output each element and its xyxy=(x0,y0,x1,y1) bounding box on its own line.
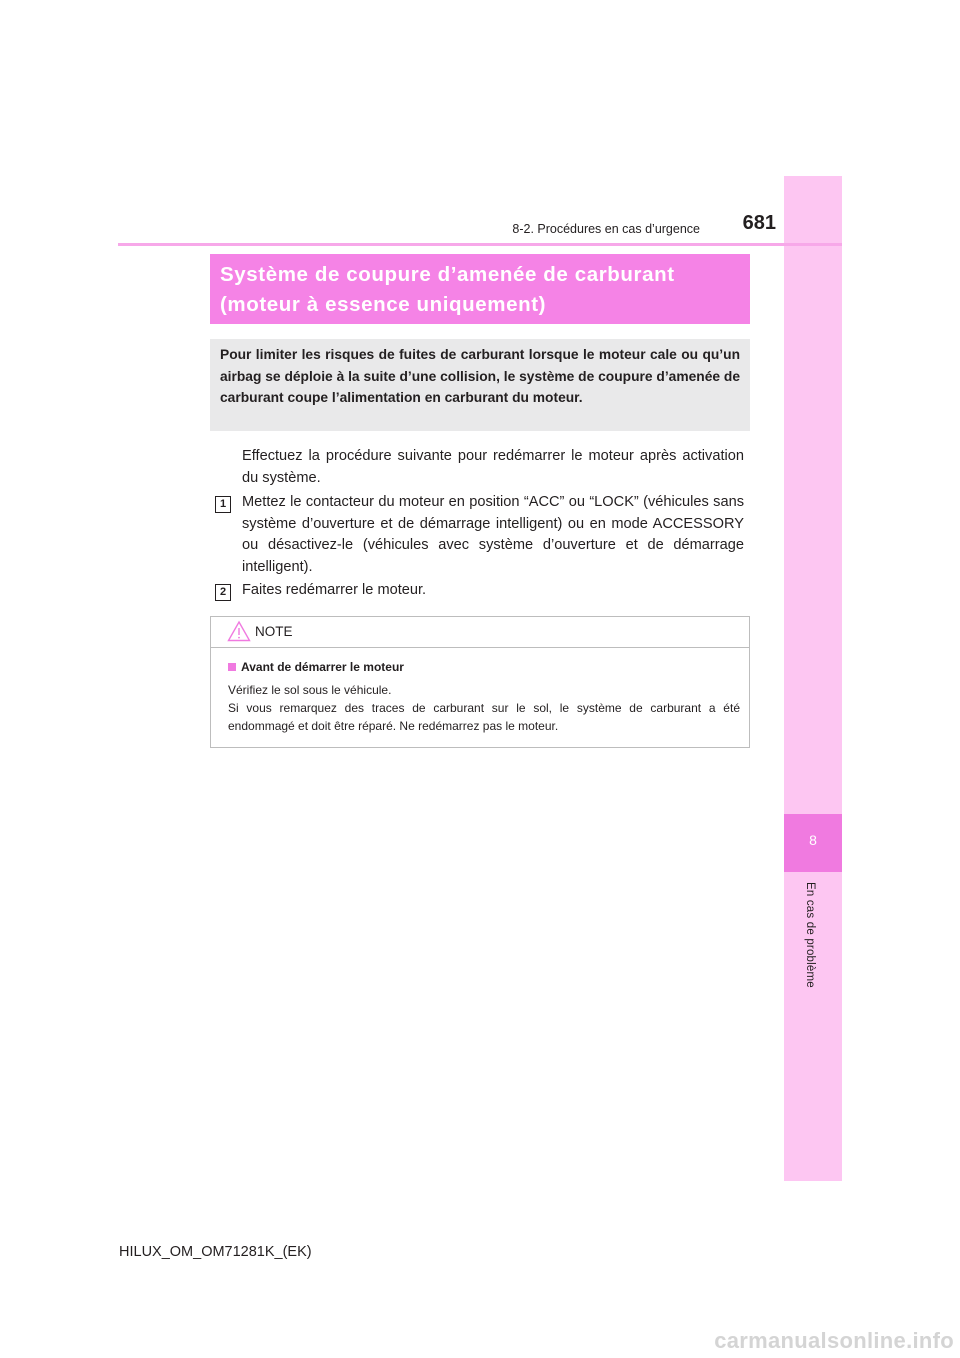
step-text-2: Faites redémarrer le moteur. xyxy=(242,582,427,598)
note-box xyxy=(210,616,750,748)
body-paragraph: Effectuez la procédure suivante pour redémarrer le moteur après activation du système. xyxy=(242,448,744,486)
note-subheading-text: Avant de démarrer le moteur xyxy=(241,660,404,674)
note-line-2: Si vous remarquez des traces de carburant sur le sol, le système de carburant a été endommagé et doit être réparé. Ne redémarrez pas le moteur. xyxy=(228,701,740,733)
chapter-number-tab xyxy=(784,814,842,872)
square-bullet-icon xyxy=(228,663,236,671)
note-label: NOTE xyxy=(255,624,293,639)
title-banner xyxy=(210,254,750,324)
note-subheading xyxy=(228,660,404,674)
chapter-side-tab xyxy=(784,176,842,1181)
chapter-number: 8 xyxy=(809,832,817,848)
header-divider xyxy=(118,243,842,246)
step-number-1: 1 xyxy=(215,496,231,513)
page-number: 681 xyxy=(742,212,776,234)
title-line-2: (moteur à essence uniquement) xyxy=(220,293,547,316)
section-title: 8-2. Procédures en cas d’urgence xyxy=(512,222,700,236)
intro-box xyxy=(210,339,750,431)
note-header xyxy=(211,617,749,648)
note-line-1: Vérifiez le sol sous le véhicule. xyxy=(228,683,392,697)
chapter-label: En cas de problème xyxy=(804,882,816,988)
step-text-1: Mettez le contacteur du moteur en position “ACC” ou “LOCK” (véhicules sans système d’ouverture et de démarrage intelligent) ou en mode ACCESSORY ou désactivez-le (véhicules avec système d’ouverture et de démarrage intelligent). xyxy=(242,494,744,575)
warning-triangle-icon xyxy=(227,620,251,642)
step-number-2: 2 xyxy=(215,584,231,601)
intro-text: Pour limiter les risques de fuites de carburant lorsque le moteur cale ou qu’un airbag se déploie à la suite d’une collision, le système de coupure d’amenée de carburant coupe l’alimentation en carburant du moteur. xyxy=(220,347,740,405)
title-line-1: Système de coupure d’amenée de carburant xyxy=(220,263,675,286)
footer-code: HILUX_OM_OM71281K_(EK) xyxy=(119,1244,312,1260)
note-body xyxy=(228,681,740,735)
watermark: carmanualsonline.info xyxy=(714,1328,954,1353)
